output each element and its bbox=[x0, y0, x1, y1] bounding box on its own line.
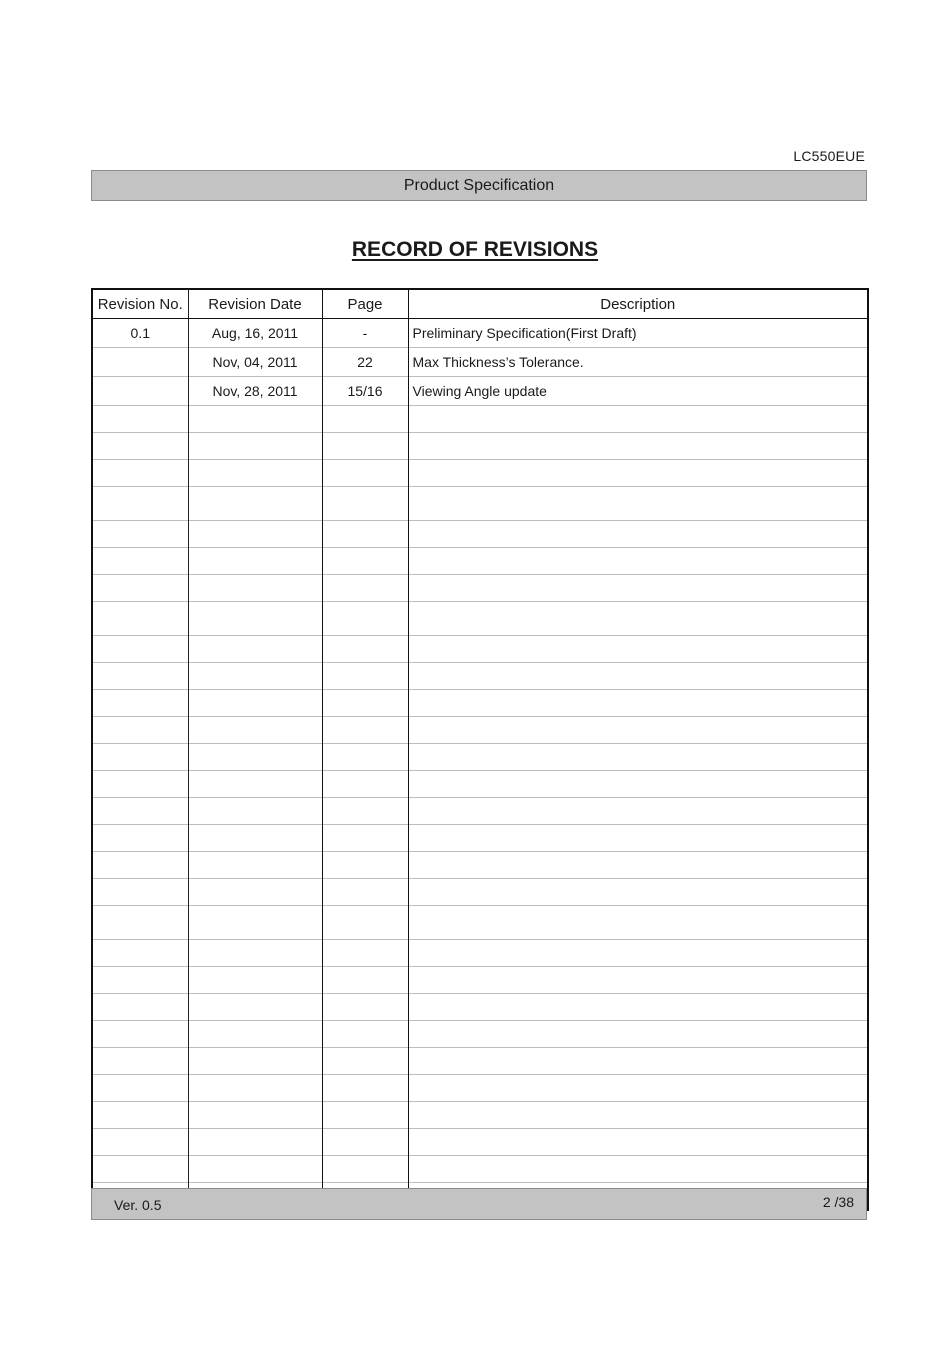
empty-cell bbox=[188, 879, 322, 906]
empty-cell bbox=[322, 1129, 408, 1156]
empty-cell bbox=[188, 521, 322, 548]
empty-cell bbox=[188, 717, 322, 744]
empty-cell bbox=[408, 1129, 868, 1156]
empty-cell bbox=[408, 433, 868, 460]
column-header-revision-no: Revision No. bbox=[92, 289, 188, 319]
empty-cell bbox=[92, 487, 188, 521]
empty-table-row bbox=[92, 1021, 868, 1048]
empty-cell bbox=[188, 906, 322, 940]
empty-cell bbox=[322, 906, 408, 940]
empty-cell bbox=[188, 1129, 322, 1156]
empty-cell bbox=[408, 575, 868, 602]
empty-table-row bbox=[92, 636, 868, 663]
empty-cell bbox=[408, 406, 868, 433]
empty-cell bbox=[188, 575, 322, 602]
table-row bbox=[92, 377, 868, 406]
column-header-revision-date: Revision Date bbox=[188, 289, 322, 319]
header-title: Product Specification bbox=[403, 176, 555, 194]
empty-cell bbox=[188, 1021, 322, 1048]
empty-cell bbox=[408, 1075, 868, 1102]
empty-cell bbox=[322, 994, 408, 1021]
empty-cell bbox=[322, 771, 408, 798]
empty-cell bbox=[408, 879, 868, 906]
empty-table-row bbox=[92, 1075, 868, 1102]
footer-bar bbox=[91, 1188, 867, 1220]
empty-cell bbox=[322, 1075, 408, 1102]
empty-cell bbox=[92, 636, 188, 663]
empty-cell bbox=[322, 852, 408, 879]
empty-cell bbox=[188, 548, 322, 575]
empty-cell bbox=[188, 852, 322, 879]
empty-table-row bbox=[92, 771, 868, 798]
empty-cell bbox=[188, 487, 322, 521]
empty-cell bbox=[92, 1129, 188, 1156]
empty-cell bbox=[322, 798, 408, 825]
column-header-description: Description bbox=[408, 289, 868, 319]
empty-cell bbox=[188, 636, 322, 663]
empty-cell bbox=[92, 602, 188, 636]
empty-cell bbox=[322, 1156, 408, 1183]
empty-cell bbox=[92, 994, 188, 1021]
empty-cell bbox=[322, 487, 408, 521]
empty-cell bbox=[408, 940, 868, 967]
empty-cell bbox=[92, 825, 188, 852]
empty-cell bbox=[408, 636, 868, 663]
empty-cell bbox=[92, 575, 188, 602]
empty-cell bbox=[92, 406, 188, 433]
empty-cell bbox=[408, 967, 868, 994]
empty-cell bbox=[92, 906, 188, 940]
cell-description: Max Thickness’s Tolerance. bbox=[408, 348, 868, 377]
empty-cell bbox=[92, 1102, 188, 1129]
empty-cell bbox=[92, 663, 188, 690]
header-bar bbox=[91, 170, 867, 201]
cell-page: 15/16 bbox=[322, 377, 408, 406]
empty-cell bbox=[408, 521, 868, 548]
empty-table-row bbox=[92, 994, 868, 1021]
empty-table-row bbox=[92, 575, 868, 602]
empty-cell bbox=[92, 690, 188, 717]
empty-cell bbox=[92, 1021, 188, 1048]
empty-cell bbox=[322, 717, 408, 744]
cell-revision-no bbox=[92, 348, 188, 377]
empty-table-row bbox=[92, 690, 868, 717]
table-row bbox=[92, 348, 868, 377]
empty-cell bbox=[322, 744, 408, 771]
cell-description: Preliminary Specification(First Draft) bbox=[408, 319, 868, 348]
empty-cell bbox=[92, 852, 188, 879]
empty-cell bbox=[322, 879, 408, 906]
empty-cell bbox=[408, 1102, 868, 1129]
empty-cell bbox=[408, 717, 868, 744]
empty-table-row bbox=[92, 879, 868, 906]
empty-table-row bbox=[92, 967, 868, 994]
empty-cell bbox=[188, 1102, 322, 1129]
empty-cell bbox=[92, 1075, 188, 1102]
empty-table-row bbox=[92, 852, 868, 879]
empty-table-row bbox=[92, 940, 868, 967]
empty-table-row bbox=[92, 487, 868, 521]
empty-cell bbox=[408, 771, 868, 798]
empty-cell bbox=[188, 1156, 322, 1183]
empty-cell bbox=[322, 1021, 408, 1048]
empty-cell bbox=[408, 906, 868, 940]
empty-cell bbox=[322, 548, 408, 575]
empty-cell bbox=[322, 940, 408, 967]
empty-cell bbox=[322, 967, 408, 994]
empty-table-row bbox=[92, 1048, 868, 1075]
empty-cell bbox=[188, 825, 322, 852]
empty-cell bbox=[92, 460, 188, 487]
empty-cell bbox=[188, 460, 322, 487]
version-label: Ver. 0.5 bbox=[114, 1197, 162, 1213]
cell-revision-date: Nov, 04, 2011 bbox=[188, 348, 322, 377]
empty-table-row bbox=[92, 798, 868, 825]
empty-table-row bbox=[92, 906, 868, 940]
empty-cell bbox=[188, 690, 322, 717]
empty-cell bbox=[322, 636, 408, 663]
empty-cell bbox=[322, 521, 408, 548]
empty-cell bbox=[322, 1102, 408, 1129]
model-code: LC550EUE bbox=[793, 148, 865, 164]
empty-cell bbox=[322, 602, 408, 636]
empty-cell bbox=[92, 521, 188, 548]
empty-table-row bbox=[92, 1129, 868, 1156]
empty-cell bbox=[92, 798, 188, 825]
empty-cell bbox=[92, 1048, 188, 1075]
page-number: 2 /38 bbox=[822, 1194, 854, 1210]
empty-cell bbox=[188, 406, 322, 433]
empty-cell bbox=[92, 879, 188, 906]
empty-cell bbox=[408, 852, 868, 879]
empty-table-row bbox=[92, 1102, 868, 1129]
column-header-page: Page bbox=[322, 289, 408, 319]
empty-cell bbox=[322, 825, 408, 852]
empty-table-row bbox=[92, 663, 868, 690]
empty-cell bbox=[188, 433, 322, 460]
empty-cell bbox=[188, 1075, 322, 1102]
page-title: RECORD OF REVISIONS bbox=[351, 238, 599, 261]
empty-cell bbox=[188, 994, 322, 1021]
empty-table-row bbox=[92, 406, 868, 433]
cell-page: - bbox=[322, 319, 408, 348]
empty-cell bbox=[322, 433, 408, 460]
cell-revision-date: Aug, 16, 2011 bbox=[188, 319, 322, 348]
empty-cell bbox=[188, 663, 322, 690]
empty-cell bbox=[92, 548, 188, 575]
empty-table-row bbox=[92, 433, 868, 460]
empty-cell bbox=[92, 433, 188, 460]
empty-cell bbox=[322, 663, 408, 690]
table-header-row bbox=[92, 289, 868, 319]
empty-cell bbox=[92, 717, 188, 744]
empty-table-row bbox=[92, 548, 868, 575]
cell-description: Viewing Angle update bbox=[408, 377, 868, 406]
empty-table-row bbox=[92, 717, 868, 744]
empty-cell bbox=[408, 798, 868, 825]
empty-cell bbox=[92, 744, 188, 771]
empty-cell bbox=[322, 460, 408, 487]
empty-cell bbox=[408, 663, 868, 690]
empty-cell bbox=[408, 460, 868, 487]
empty-cell bbox=[188, 967, 322, 994]
empty-cell bbox=[408, 602, 868, 636]
empty-cell bbox=[408, 744, 868, 771]
empty-cell bbox=[408, 1021, 868, 1048]
empty-cell bbox=[188, 744, 322, 771]
table-row bbox=[92, 319, 868, 348]
empty-cell bbox=[322, 406, 408, 433]
cell-page: 22 bbox=[322, 348, 408, 377]
cell-revision-date: Nov, 28, 2011 bbox=[188, 377, 322, 406]
empty-cell bbox=[188, 602, 322, 636]
empty-cell bbox=[92, 771, 188, 798]
empty-table-row bbox=[92, 460, 868, 487]
empty-table-row bbox=[92, 825, 868, 852]
empty-cell bbox=[92, 1156, 188, 1183]
empty-cell bbox=[408, 487, 868, 521]
empty-cell bbox=[188, 798, 322, 825]
empty-table-row bbox=[92, 602, 868, 636]
empty-cell bbox=[408, 1048, 868, 1075]
empty-cell bbox=[92, 940, 188, 967]
cell-revision-no bbox=[92, 377, 188, 406]
empty-cell bbox=[188, 940, 322, 967]
empty-cell bbox=[408, 825, 868, 852]
empty-cell bbox=[408, 994, 868, 1021]
empty-cell bbox=[322, 690, 408, 717]
empty-cell bbox=[408, 1156, 868, 1183]
revision-table bbox=[91, 288, 869, 1211]
empty-cell bbox=[322, 575, 408, 602]
empty-cell bbox=[322, 1048, 408, 1075]
empty-cell bbox=[188, 1048, 322, 1075]
empty-cell bbox=[188, 771, 322, 798]
empty-table-row bbox=[92, 744, 868, 771]
empty-cell bbox=[408, 548, 868, 575]
empty-table-row bbox=[92, 1156, 868, 1183]
empty-cell bbox=[408, 690, 868, 717]
empty-cell bbox=[92, 967, 188, 994]
empty-table-row bbox=[92, 521, 868, 548]
cell-revision-no: 0.1 bbox=[92, 319, 188, 348]
